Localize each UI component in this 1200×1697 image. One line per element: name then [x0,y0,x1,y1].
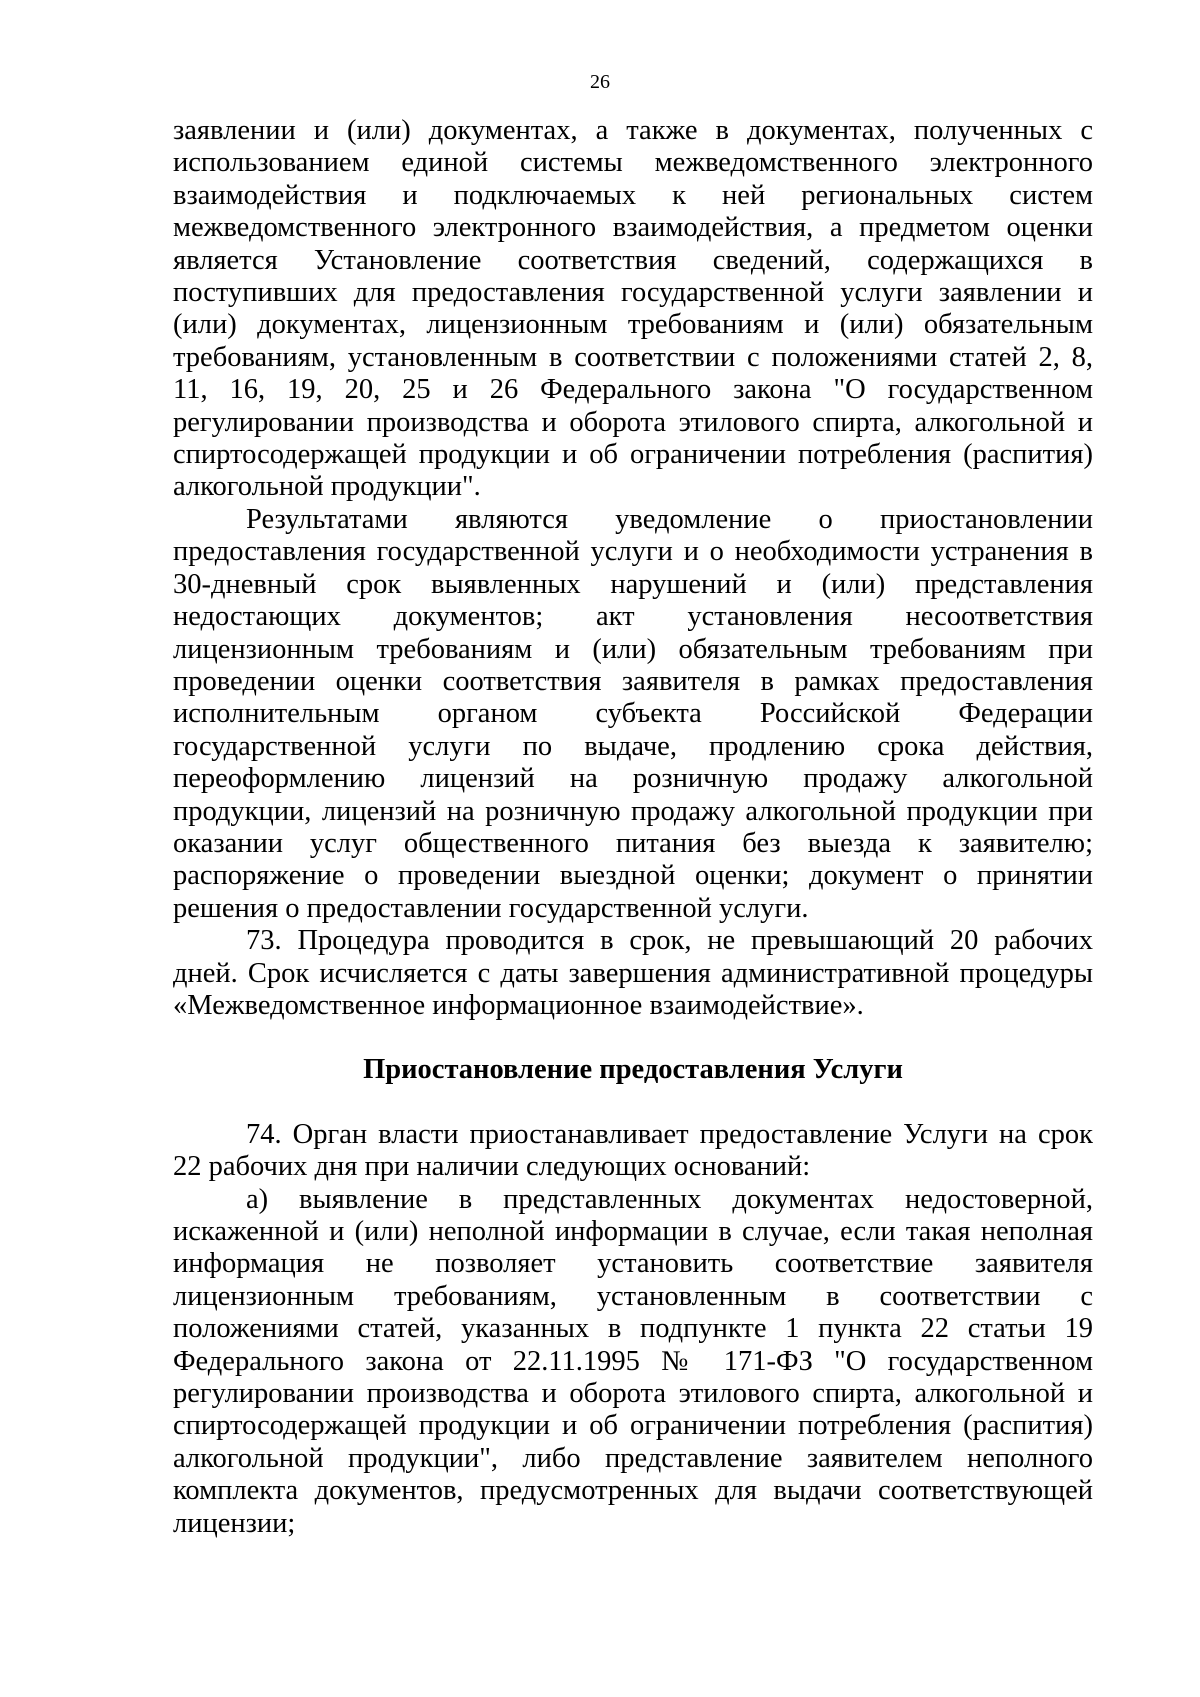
paragraph-74-a: а) выявление в представленных документах недостоверной, искаженной и (или) неполной информации в случае, если такая неполная информация не позволяет установить соответствие заявителя лицензионным требованиям, установленным в соответствии с положениями статей, указанных в подпункте 1 пункта 22 статьи 19 Федерального закона от 22.11.1995 № 171-ФЗ "О государственном регулировании производства и оборота этилового спирта, алкогольной и спиртосодержащей продукции и об ограничении потребления (распития) алкогольной продукции", либо представление заявителем неполного комплекта документов, предусмотренных для выдачи соответствующей лицензии; [173,1183,1093,1539]
page-number: 26 [590,71,610,93]
paragraph-73: 73. Процедура проводится в срок, не превышающий 20 рабочих дней. Срок исчисляется с даты завершения административной процедуры «Межведомственное информационное взаимодействие». [173,925,1093,1021]
paragraph-continuation: заявлении и (или) документах, а также в документах, полученных с использованием единой системы межведомственного электронного взаимодействия и подключаемых к ней региональных систем межведомственного электронного взаимодействия, а предметом оценки является Установление соответствия сведений, содержащихся в поступивших для предоставления государственной услуги заявлении и (или) документах, лицензионным требованиям и (или) обязательным требованиям, установленным в соответствии с положениями статей 2, 8, 11, 16, 19, 20, 25 и 26 Федерального закона "О государственном регулировании производства и оборота этилового спирта, алкогольной и спиртосодержащей продукции и об ограничении потребления (распития) алкогольной продукции". [173,115,1093,503]
section-heading: Приостановление предоставления Услуги [363,1054,903,1086]
paragraph-results: Результатами являются уведомление о приостановлении предоставления государственной услуги и о необходимости устранения в 30-дневный срок выявленных нарушений и (или) представления недостающих документов; акт установления несоответствия лицензионным требованиям и (или) обязательным требованиям при проведении оценки соответствия заявителя в рамках предоставления исполнительным органом субъекта Российской Федерации государственной услуги по выдаче, продлению срока действия, переоформлению лицензий на розничную продажу алкогольной продукции, лицензий на розничную продажу алкогольной продукции при оказании услуг общественного питания без выезда к заявителю; распоряжение о проведении выездной оценки; документ о принятии решения о предоставлении государственной услуги. [173,503,1093,924]
document-body [173,115,1093,1540]
paragraph-74: 74. Орган власти приостанавливает предоставление Услуги на срок 22 рабочих дня при наличии следующих оснований: [173,1118,1093,1183]
